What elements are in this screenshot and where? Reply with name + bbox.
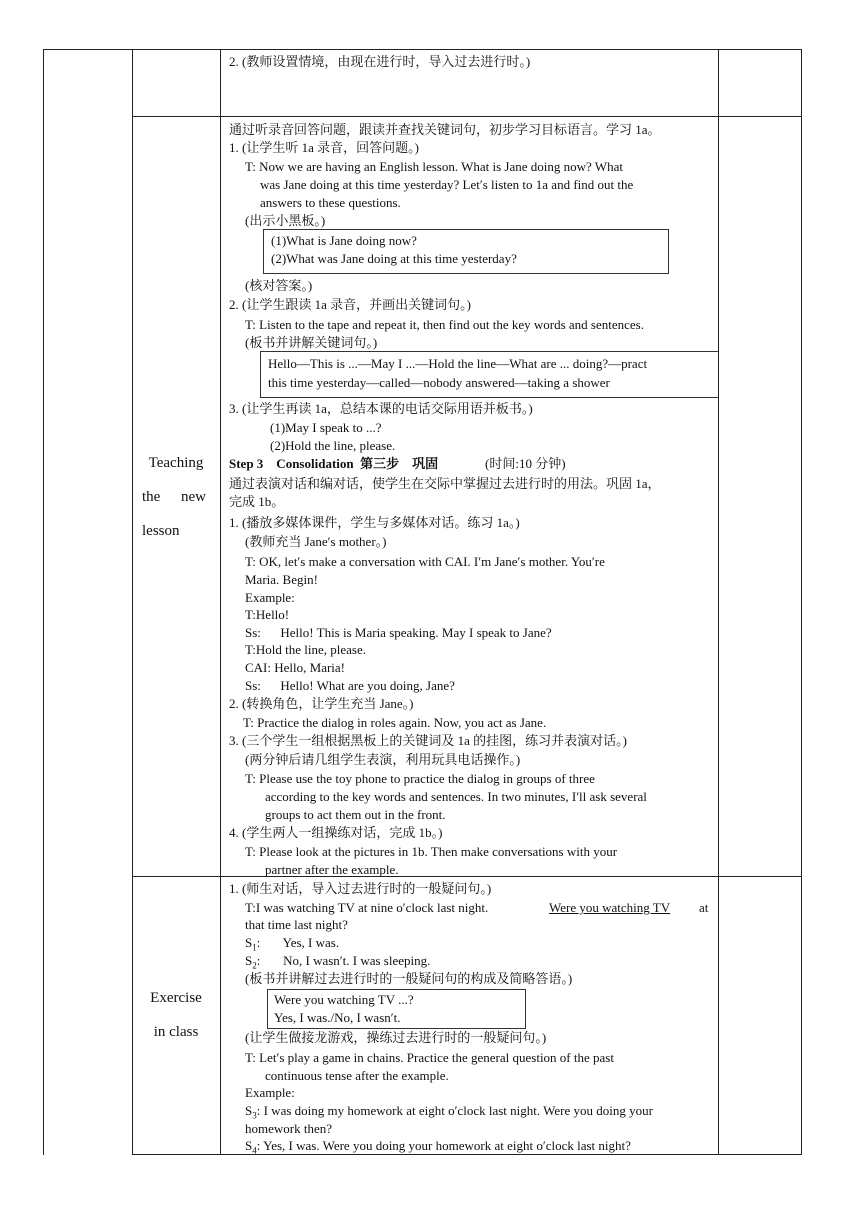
teaching-line: T: Practice the dialog in roles again. Now, you act as Jane.	[243, 715, 547, 730]
table-left-border	[43, 49, 44, 1155]
speaker-number: 2	[252, 960, 257, 971]
exercise-line: Example:	[245, 1085, 295, 1100]
key-words-line: Hello—This is ...—May I ...—Hold the line—What are ... doing?—pract	[268, 356, 648, 371]
speaker-number: 4	[252, 1145, 257, 1156]
teaching-label-the: the	[142, 489, 161, 505]
teaching-line: CAI: Hello, Maria!	[245, 660, 346, 675]
teaching-line: 2. (转换角色，让学生充当 Jane。)	[229, 696, 414, 711]
speaker-s: S	[245, 1103, 253, 1118]
table-col-divider-2	[220, 49, 221, 1155]
teaching-line: T: Listen to the tape and repeat it, then find out the key words and sentences.	[245, 317, 644, 332]
key-words-line: this time yesterday—called—nobody answered—taking a shower	[268, 375, 610, 390]
teaching-line: answers to these questions.	[260, 195, 401, 210]
table-top-border	[43, 49, 802, 50]
exercise-line: 1. (师生对话，导入过去进行时的一般疑问句。)	[229, 881, 492, 896]
speaker-line: : I was doing my homework at eight o′clock last night. Were you doing your	[256, 1103, 653, 1118]
teaching-line: T: Please use the toy phone to practice the dialog in groups of three	[245, 771, 595, 786]
teaching-line: (教师充当 Jane′s mother。)	[245, 534, 387, 549]
exercise-line: T:I was watching TV at nine o′clock last night.	[245, 900, 489, 915]
teaching-line: 完成 1b。	[229, 494, 285, 509]
teaching-line: 1. (让学生听 1a 录音，回答问题。)	[229, 140, 419, 155]
speaker-reply: : No, I wasn′t. I was sleeping.	[256, 953, 431, 968]
teaching-line: T: Please look at the pictures in 1b. Then make conversations with your	[245, 844, 618, 859]
teaching-line: was Jane doing at this time yesterday? Let′s listen to 1a and find out the	[260, 177, 634, 192]
exercise-label-line2: in class	[153, 1024, 199, 1040]
teaching-line: Ss: Hello! What are you doing, Jane?	[245, 678, 455, 693]
exercise-line: (板书并讲解过去进行时的一般疑问句的构成及简略答语。)	[245, 971, 573, 986]
row1-text: 2. (教师设置情境，由现在进行时，导入过去进行时。)	[229, 54, 531, 69]
teaching-line: partner after the example.	[265, 862, 399, 876]
teaching-line: (2)Hold the line, please.	[270, 438, 396, 453]
exercise-line: that time last night?	[245, 917, 348, 932]
exercise-line: homework then?	[245, 1121, 333, 1136]
teaching-line: Maria. Begin!	[245, 572, 318, 587]
teaching-line: T: Now we are having an English lesson. What is Jane doing now? What	[245, 159, 623, 174]
speaker-number: 1	[252, 942, 257, 953]
teaching-line: Example:	[245, 590, 295, 605]
teaching-label-line1: Teaching	[148, 455, 204, 471]
teaching-line: (核对答案。)	[245, 278, 313, 293]
exercise-underlined-question: Were you watching TV	[549, 900, 671, 915]
teaching-label-new: new	[181, 489, 206, 505]
step3-time: (时间:10 分钟)	[485, 456, 566, 471]
teaching-line: groups to act them out in the front.	[265, 807, 446, 822]
answer-line: Yes, I was./No, I wasn′t.	[274, 1010, 401, 1025]
teaching-line: 3. (让学生再读 1a，总结本课的电话交际用语并板书。)	[229, 401, 533, 416]
speaker-s: S	[245, 953, 253, 968]
teaching-line: (出示小黑板。)	[245, 213, 326, 228]
teaching-label-line3: lesson	[142, 523, 180, 539]
speaker-s: S	[245, 935, 253, 950]
teaching-line: 通过表演对话和编对话，使学生在交际中掌握过去进行时的用法。巩固 1a，	[229, 476, 661, 491]
speaker-reply: : Yes, I was.	[256, 935, 340, 950]
exercise-line: continuous tense after the example.	[265, 1068, 449, 1083]
teaching-line: (板书并讲解关键词句。)	[245, 335, 378, 350]
step3-heading: Step 3 Consolidation 第三步 巩固	[229, 456, 439, 471]
table-right-border	[801, 49, 802, 1155]
teaching-line: T:Hello!	[245, 607, 290, 622]
teaching-line: Ss: Hello! This is Maria speaking. May I speak to Jane?	[245, 625, 552, 640]
exercise-line: T: Let′s play a game in chains. Practice the general question of the past	[245, 1050, 614, 1065]
row-divider-1	[132, 116, 802, 117]
exercise-label-line1: Exercise	[150, 990, 202, 1006]
teaching-line: T: OK, let′s make a conversation with CAI. I′m Jane′s mother. You′re	[245, 554, 605, 569]
teaching-line: 通过听录音回答问题，跟读并查找关键词句，初步学习目标语言。学习 1a。	[229, 122, 661, 137]
teaching-line: 1. (播放多媒体课件，学生与多媒体对话。练习 1a。)	[229, 515, 520, 530]
exercise-line: at	[699, 900, 709, 915]
teaching-line: 3. (三个学生一组根据黑板上的关键词及 1a 的挂图，练习并表演对话。)	[229, 733, 627, 748]
question-line: (2)What was Jane doing at this time yesterday?	[271, 251, 517, 266]
teaching-line: (1)May I speak to ...?	[270, 420, 382, 435]
teaching-line: according to the key words and sentences. In two minutes, I′ll ask several	[265, 789, 647, 804]
speaker-line: : Yes, I was. Were you doing your homework at eight o′clock last night?	[256, 1138, 631, 1153]
table-col-divider-1	[132, 49, 133, 1155]
speaker-s: S	[245, 1138, 253, 1153]
teaching-line: T:Hold the line, please.	[245, 642, 367, 657]
speaker-label	[245, 1137, 631, 1160]
exercise-line: (让学生做接龙游戏，操练过去进行时的一般疑问句。)	[245, 1030, 547, 1045]
table-col-divider-3	[718, 49, 719, 1155]
question-line: (1)What is Jane doing now?	[271, 233, 417, 248]
answer-line: Were you watching TV ...?	[274, 992, 414, 1007]
row-divider-2	[132, 876, 802, 877]
speaker-number: 3	[252, 1110, 257, 1121]
teaching-line: (两分钟后请几组学生表演，利用玩具电话操作。)	[245, 752, 521, 767]
teaching-line: 4. (学生两人一组操练对话，完成 1b。)	[229, 825, 443, 840]
teaching-line: 2. (让学生跟读 1a 录音，并画出关键词句。)	[229, 297, 471, 312]
